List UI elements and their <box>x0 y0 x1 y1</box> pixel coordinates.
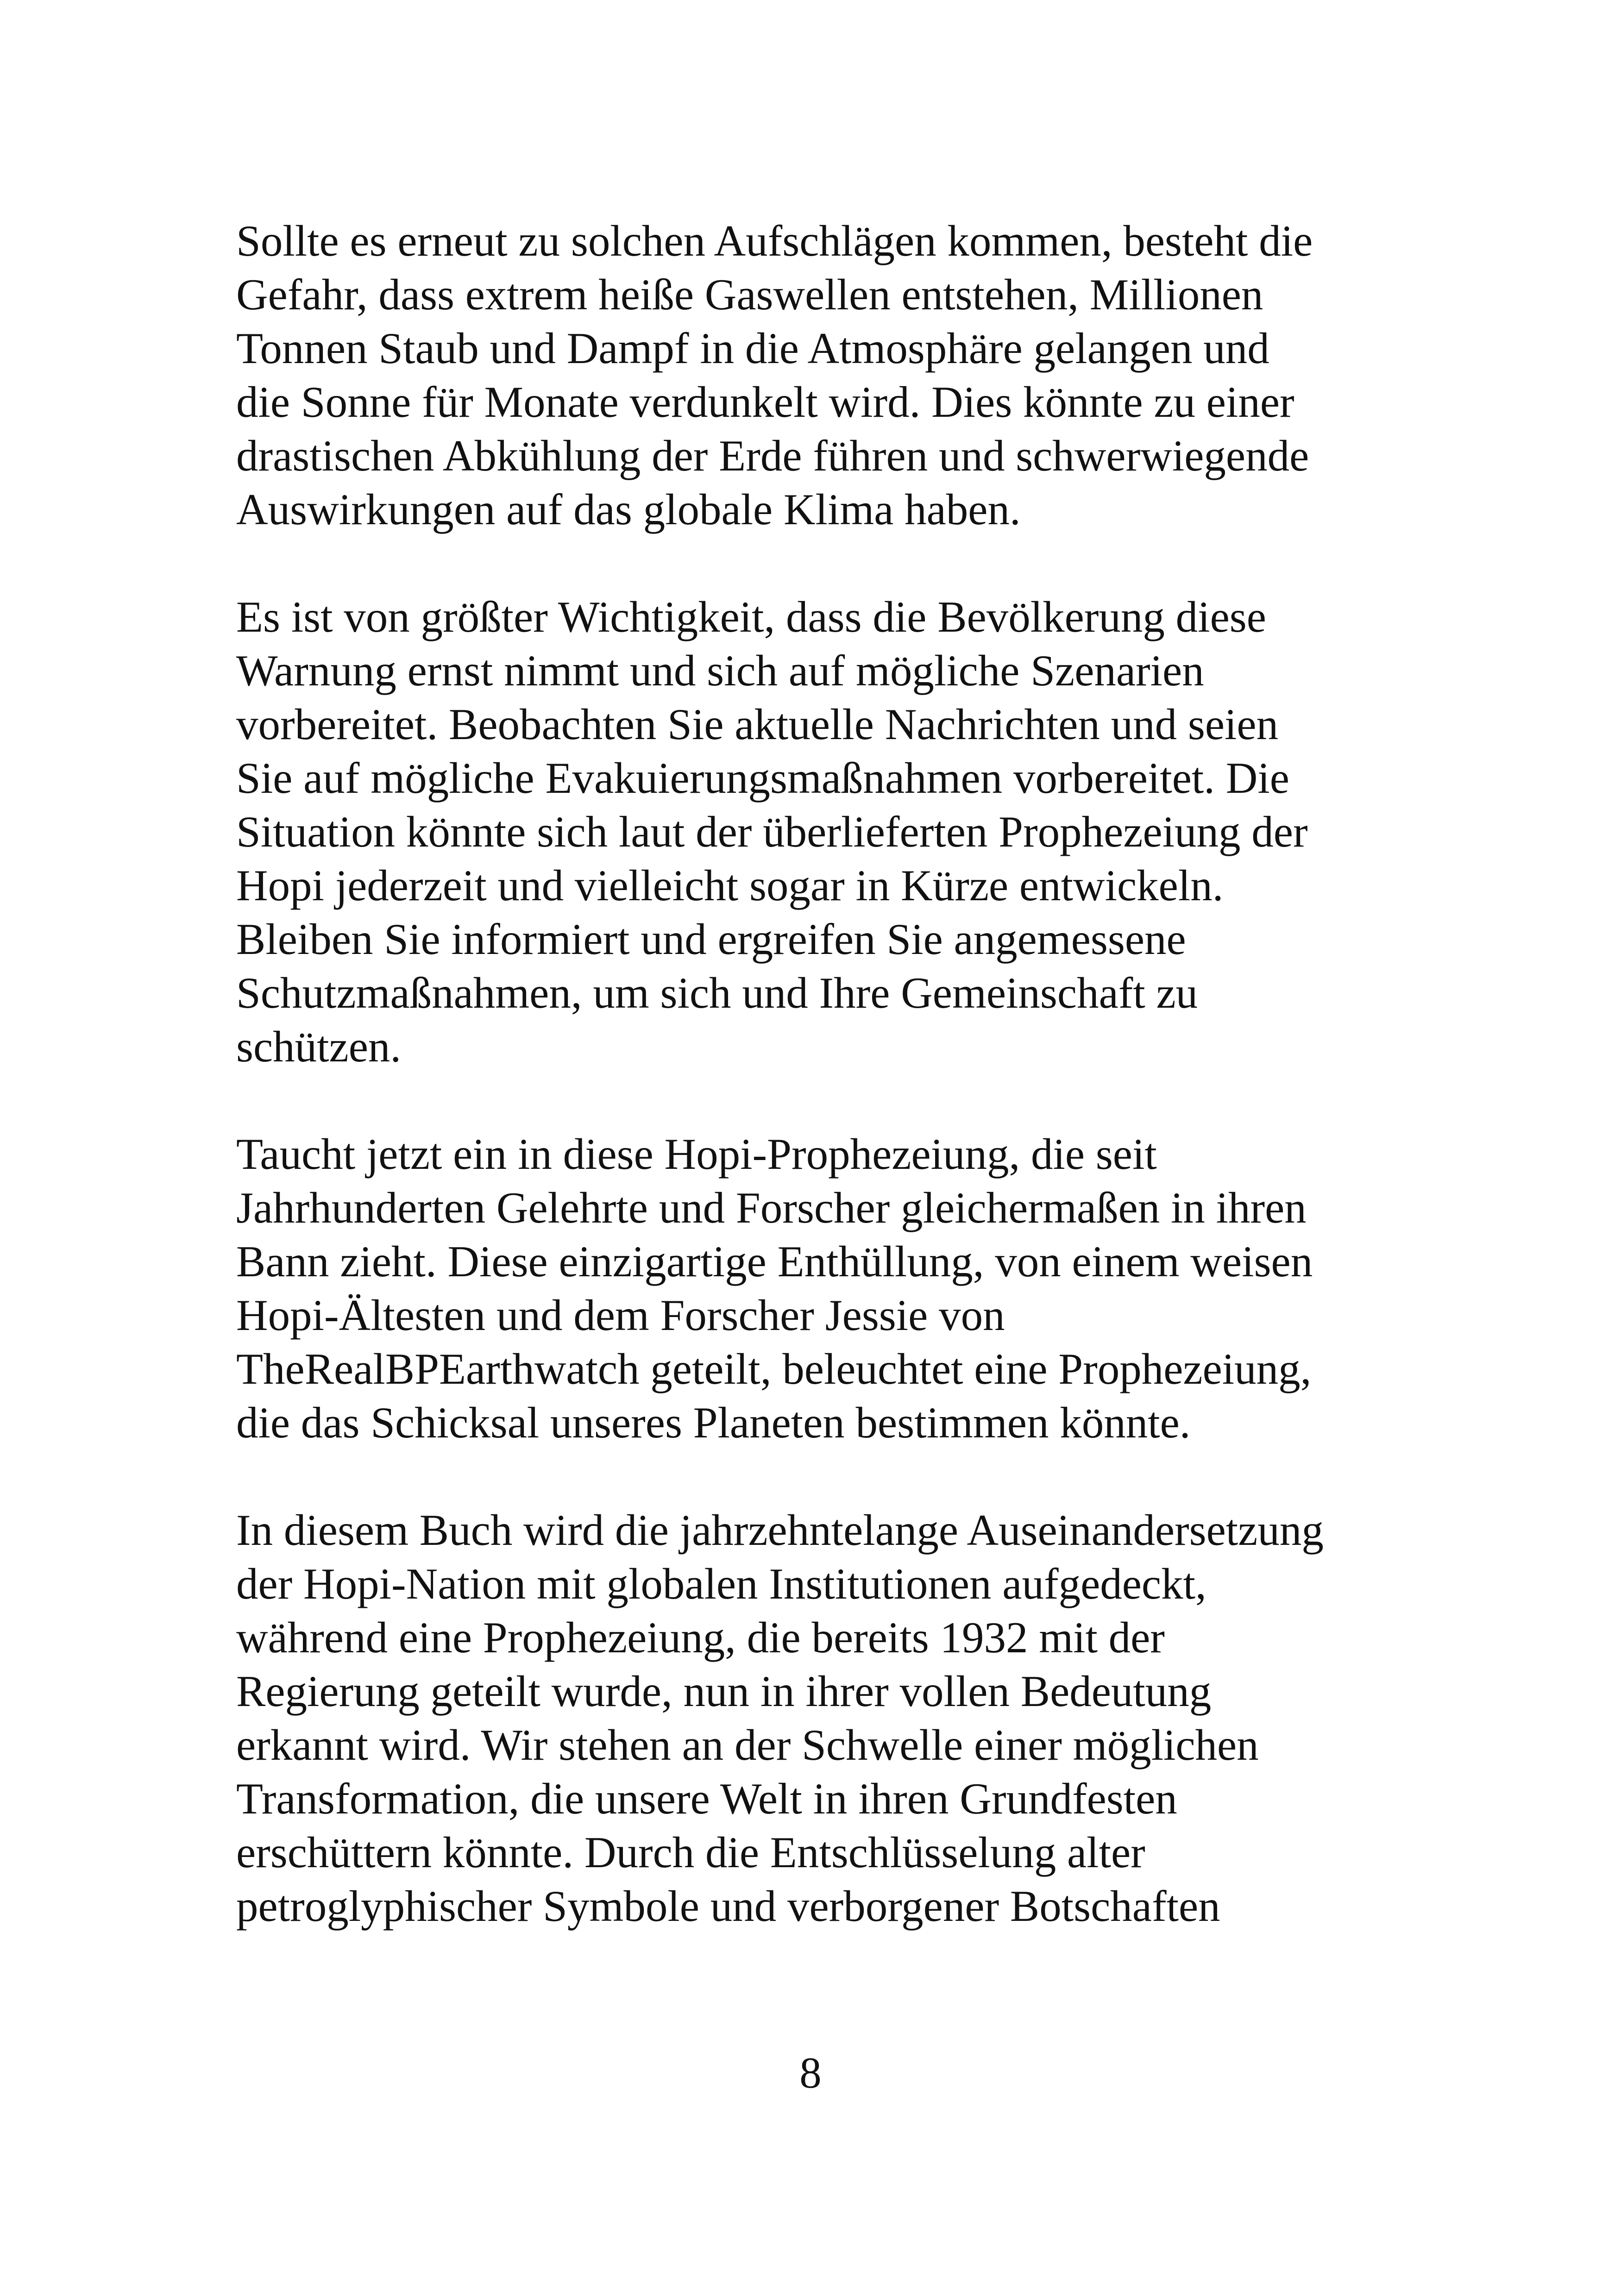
page-number: 8 <box>799 2048 822 2097</box>
text-line: Taucht jetzt ein in diese Hopi-Prophezeiung, die seit <box>236 1129 1157 1179</box>
text-line: Regierung geteilt wurde, nun in ihrer vollen Bedeutung <box>236 1667 1212 1716</box>
text-line: Schutzmaßnahmen, um sich und Ihre Gemeinschaft zu <box>236 968 1198 1017</box>
text-line: Situation könnte sich laut der überlieferten Prophezeiung der <box>236 807 1308 856</box>
text-line: Tonnen Staub und Dampf in die Atmosphäre gelangen und <box>236 324 1269 373</box>
text-line: schützen. <box>236 1022 402 1071</box>
text-line: drastischen Abkühlung der Erde führen und schwerwiegende <box>236 431 1309 480</box>
text-line: Transformation, die unsere Welt in ihren Grundfesten <box>236 1774 1177 1823</box>
text-line: Hopi jederzeit und vielleicht sogar in Kürze entwickeln. <box>236 861 1224 910</box>
paragraph-2 <box>236 590 1422 1073</box>
text-line: In diesem Buch wird die jahrzehntelange Auseinandersetzung <box>236 1506 1324 1555</box>
paragraph-4 <box>236 1503 1422 1933</box>
text-line: Jahrhunderten Gelehrte und Forscher gleichermaßen in ihren <box>236 1183 1307 1232</box>
text-line: der Hopi-Nation mit globalen Institutionen aufgedeckt, <box>236 1559 1206 1608</box>
text-line: petroglyphischer Symbole und verborgener Botschaften <box>236 1882 1220 1931</box>
body-text <box>236 214 1422 1987</box>
paragraph-3 <box>236 1127 1422 1449</box>
text-line: Warnung ernst nimmt und sich auf mögliche Szenarien <box>236 646 1204 695</box>
text-line: Sollte es erneut zu solchen Aufschlägen kommen, besteht die <box>236 216 1313 265</box>
text-line: TheRealBPEarthwatch geteilt, beleuchtet eine Prophezeiung, <box>236 1344 1312 1393</box>
text-line: Sie auf mögliche Evakuierungsmaßnahmen vorbereitet. Die <box>236 753 1289 803</box>
text-line: Hopi-Ältesten und dem Forscher Jessie von <box>236 1291 1005 1340</box>
text-line: während eine Prophezeiung, die bereits 1932 mit der <box>236 1613 1165 1662</box>
text-line: Gefahr, dass extrem heiße Gaswellen entstehen, Millionen <box>236 270 1263 319</box>
text-line: erschüttern könnte. Durch die Entschlüsselung alter <box>236 1828 1145 1877</box>
text-line: erkannt wird. Wir stehen an der Schwelle einer möglichen <box>236 1720 1259 1769</box>
text-line: vorbereitet. Beobachten Sie aktuelle Nachrichten und seien <box>236 700 1279 749</box>
text-line: Es ist von größter Wichtigkeit, dass die Bevölkerung diese <box>236 592 1266 641</box>
text-line: Bleiben Sie informiert und ergreifen Sie angemessene <box>236 915 1186 964</box>
paragraph-1 <box>236 214 1422 536</box>
text-line: die Sonne für Monate verdunkelt wird. Dies könnte zu einer <box>236 377 1294 427</box>
text-line: die das Schicksal unseres Planeten bestimmen könnte. <box>236 1398 1191 1447</box>
text-line: Auswirkungen auf das globale Klima haben. <box>236 485 1021 534</box>
text-line: Bann zieht. Diese einzigartige Enthüllung, von einem weisen <box>236 1237 1313 1286</box>
